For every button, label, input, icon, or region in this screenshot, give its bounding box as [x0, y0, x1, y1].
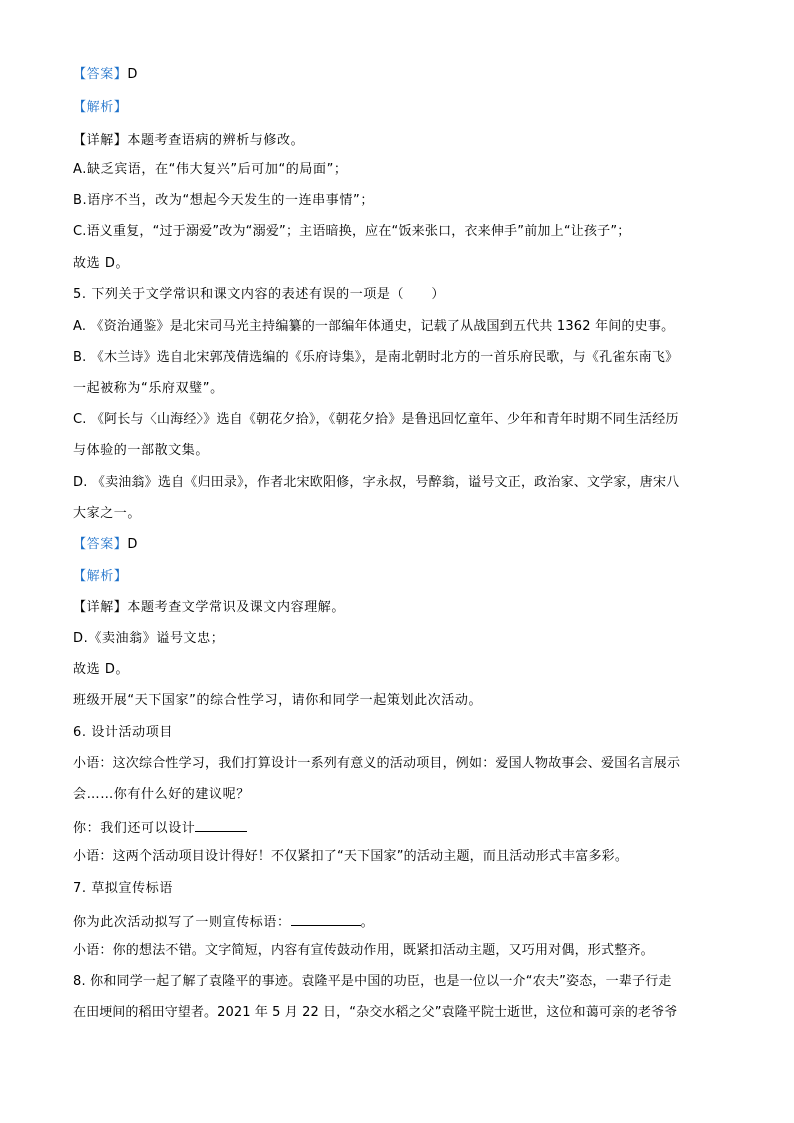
answer-value: D [127, 537, 139, 552]
option-d: D. 《卖油翁》选自《归田录》，作者北宋欧阳修，字永叔，号醉翁，谥号文正，政治家、文学家，唐宋八 [73, 475, 680, 490]
question-5: 5. 下列关于文学常识和课文内容的表述有误的一项是（ ） [73, 287, 445, 302]
text-line: 小语：你的想法不错。文字简短，内容有宣传鼓动作用，既紧扣活动主题，又巧用对偶，形式整齐。 [73, 943, 654, 958]
analysis-tag: 解析 [86, 569, 114, 584]
text-line: 故选 D。 [73, 256, 130, 271]
answer-line [73, 66, 733, 84]
answer-prompt-7 [73, 911, 733, 932]
analysis-heading: 【解析】 [73, 569, 128, 584]
text-line: 与体验的一部散文集。 [73, 443, 210, 458]
question-7: 7. 草拟宣传标语 [73, 881, 173, 896]
text-line: 【详解】本题考查语病的辨析与修改。 [73, 133, 305, 148]
analysis-tag: 解析 [86, 100, 114, 115]
answer-blank[interactable] [291, 911, 361, 926]
answer-prompt-6 [73, 817, 733, 838]
answer-tag: 【答案】 [73, 67, 128, 82]
text-line: 在田埂间的稻田守望者。2021 年 5 月 22 日，“杂交水稻之父”袁隆平院士逝世，这位和蔼可亲的老爷爷 [73, 1005, 678, 1020]
option-c: C. 《阿长与〈山海经〉》选自《朝花夕拾》，《朝花夕拾》是鲁迅回忆童年、少年和青年时期不同生活经历 [73, 412, 679, 427]
answer-value: D [127, 67, 139, 82]
text-line: 班级开展“天下国家”的综合性学习，请你和同学一起策划此次活动。 [73, 693, 483, 708]
text-line: C.语义重复，“过于溺爱”改为“溺爱”；主语暗换，应在“饭来张口，衣来伸手”前加上“让孩子”； [73, 224, 631, 239]
text-line: 【详解】本题考查文学常识及课文内容理解。 [73, 600, 346, 615]
text-line: B.语序不当，改为“想起今天发生的一连串事情”； [73, 193, 374, 208]
text-line: 小语：这两个活动项目设计得好！不仅紧扣了“天下国家”的活动主题，而且活动形式丰富多彩。 [73, 849, 629, 864]
prompt-text: 你：我们还可以设计 [73, 821, 196, 836]
text-line: D.《卖油翁》谥号文忠； [73, 631, 225, 646]
text-line: 大家之一。 [73, 506, 142, 521]
answer-tag: 【答案】 [73, 537, 128, 552]
text-line: A.缺乏宾语，在“伟大复兴”后可加“的局面”； [73, 162, 348, 177]
text-line: 一起被称为“乐府双璧”。 [73, 381, 224, 396]
answer-line [73, 536, 733, 554]
question-8: 8. 你和同学一起了解了袁隆平的事迹。袁隆平是中国的功臣，也是一位以一介“农夫”姿态，一辈子行走 [73, 974, 672, 989]
text-line: 故选 D。 [73, 662, 130, 677]
blank-suffix: 。 [360, 915, 375, 930]
text-line: 会……你有什么好的建议呢？ [73, 787, 250, 802]
analysis-heading: 【解析】 [73, 100, 128, 115]
option-a: A. 《资治通鉴》是北宋司马光主持编纂的一部编年体通史，记载了从战国到五代共 1362 年间的史事。 [73, 319, 675, 334]
answer-blank[interactable] [195, 817, 247, 832]
question-6: 6. 设计活动项目 [73, 725, 173, 740]
option-b: B. 《木兰诗》选自北宋郭茂倩选编的《乐府诗集》，是南北朝时北方的一首乐府民歌，与《孔雀东南飞》 [73, 350, 679, 365]
prompt-text: 你为此次活动拟写了一则宣传标语： [73, 915, 291, 930]
text-line: 小语：这次综合性学习，我们打算设计一系列有意义的活动项目，例如：爱国人物故事会、爱国名言展示 [73, 756, 681, 771]
